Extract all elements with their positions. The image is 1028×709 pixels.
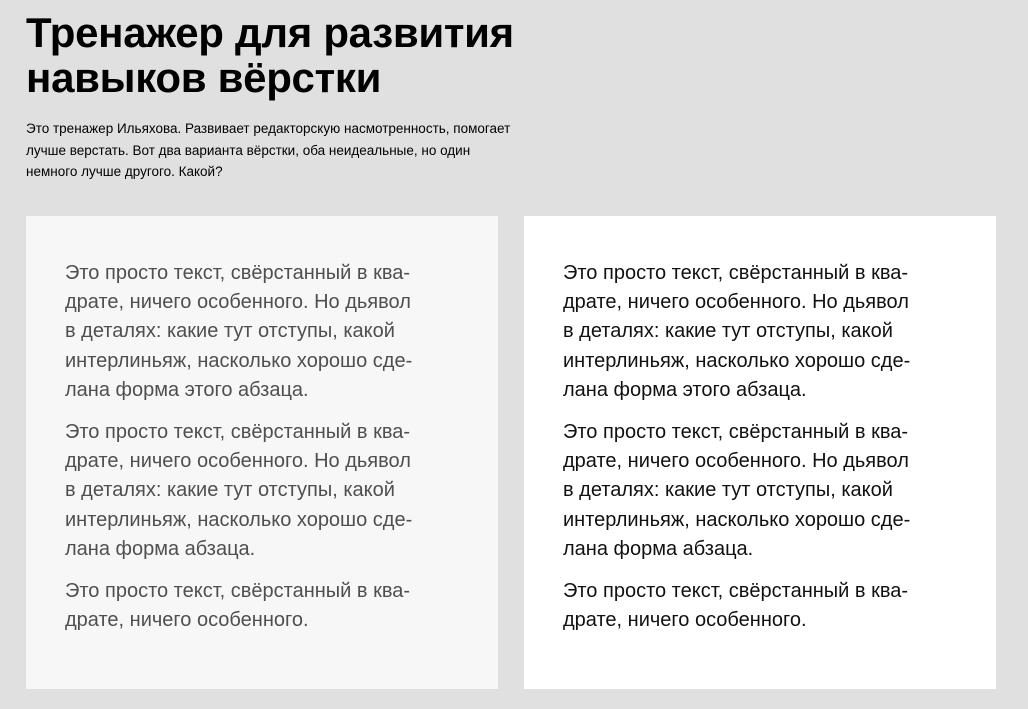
paragraph-line: Это просто текст, свёрстанный в ква- bbox=[563, 580, 909, 603]
sample-paragraph bbox=[563, 418, 963, 564]
paragraph-line: Это просто текст, свёрстанный в ква- bbox=[563, 421, 909, 444]
paragraph-line: Это просто текст, свёрстанный в ква- bbox=[65, 580, 411, 603]
paragraph-line: Это просто текст, свёрстанный в ква- bbox=[65, 421, 411, 444]
intro-line: немного лучше другого. Какой? bbox=[26, 164, 223, 179]
sample-paragraph bbox=[563, 259, 963, 405]
paragraph-line: в деталях: какие тут отступы, какой bbox=[563, 479, 893, 502]
paragraph-line: интерлиньяж, насколько хорошо сде- bbox=[563, 349, 911, 372]
sample-paragraph bbox=[65, 418, 465, 564]
intro-line: лучше верстать. Вот два варианта вёрстки, оба неидеальные, но один bbox=[26, 142, 471, 158]
intro-text bbox=[26, 118, 591, 183]
paragraph-line: драте, ничего особенного. Но дьявол bbox=[563, 450, 909, 473]
page-title-line: навыков вёрстки bbox=[26, 54, 382, 101]
paragraph-line: лана форма этого абзаца. bbox=[563, 378, 807, 401]
paragraph-line: лана форма абзаца. bbox=[65, 537, 256, 560]
sample-paragraph bbox=[65, 577, 465, 635]
paragraph-line: Это просто текст, свёрстанный в ква- bbox=[65, 262, 411, 284]
paragraph-line: интерлиньяж, насколько хорошо сде- bbox=[65, 349, 413, 372]
intro-line: Это тренажер Ильяхова. Развивает редакторскую насмотренность, помогает bbox=[26, 121, 511, 136]
paragraph-line: интерлиньяж, насколько хорошо сде- bbox=[563, 508, 911, 531]
paragraph-line: драте, ничего особенного. bbox=[563, 609, 807, 632]
page-header bbox=[26, 10, 606, 183]
sample-paragraph bbox=[65, 259, 465, 405]
paragraph-line: интерлиньяж, насколько хорошо сде- bbox=[65, 508, 413, 531]
page-title bbox=[26, 10, 606, 100]
paragraph-line: в деталях: какие тут отступы, какой bbox=[563, 320, 893, 343]
paragraph-line: в деталях: какие тут отступы, какой bbox=[65, 320, 395, 343]
layout-option-right[interactable] bbox=[524, 216, 996, 689]
paragraph-line: в деталях: какие тут отступы, какой bbox=[65, 479, 395, 502]
sample-paragraph bbox=[563, 577, 963, 635]
paragraph-line: Это просто текст, свёрстанный в ква- bbox=[563, 262, 909, 284]
paragraph-line: лана форма этого абзаца. bbox=[65, 378, 309, 401]
layout-option-left[interactable] bbox=[26, 216, 498, 689]
paragraph-line: драте, ничего особенного. Но дьявол bbox=[65, 291, 411, 314]
page-title-line: Тренажер для развития bbox=[26, 9, 514, 56]
paragraph-line: драте, ничего особенного. Но дьявол bbox=[65, 450, 411, 473]
paragraph-line: драте, ничего особенного. bbox=[65, 609, 309, 632]
paragraph-line: лана форма абзаца. bbox=[563, 537, 754, 560]
paragraph-line: драте, ничего особенного. Но дьявол bbox=[563, 291, 909, 314]
